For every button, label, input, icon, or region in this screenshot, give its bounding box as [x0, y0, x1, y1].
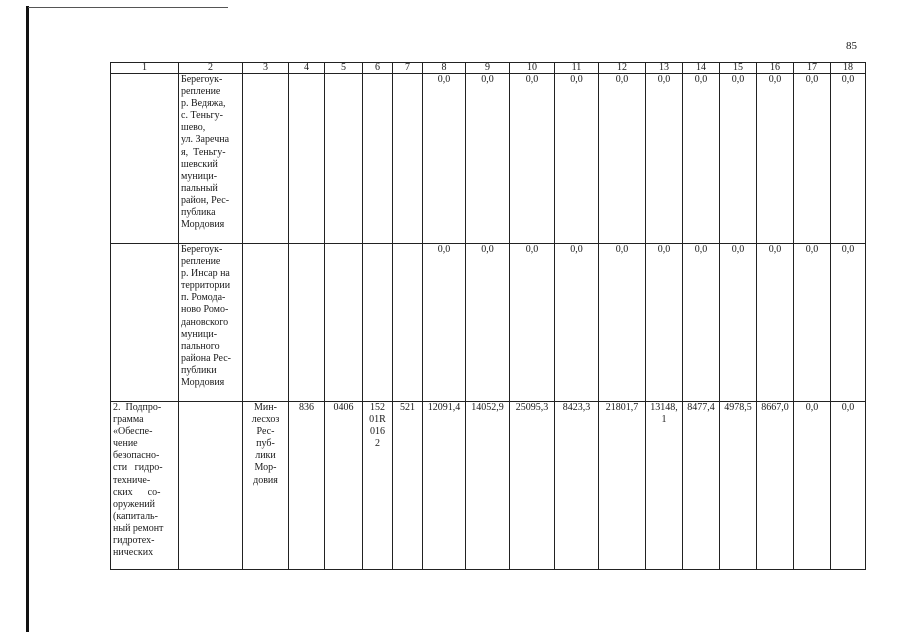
value-cell-col-12: 0,0 [599, 244, 646, 402]
column-number-18: 18 [831, 63, 866, 74]
column-number-12: 12 [599, 63, 646, 74]
column-number-15: 15 [720, 63, 757, 74]
object-name-cell-text: Берегоук- репление р. Инсар на территории п. Ромода- ново Ромо- дановского муници- пального района Рес- публики Мордовия [181, 244, 231, 389]
code-cell-text: 836 [299, 402, 314, 413]
executor-cell [243, 244, 289, 402]
column-number-8: 8 [423, 63, 466, 74]
value-cell-col-12: 0,0 [599, 74, 646, 244]
target-article-cell [363, 402, 393, 570]
column-number-row [111, 63, 866, 74]
column-number-7: 7 [393, 63, 423, 74]
value-cell-col-17: 0,0 [794, 244, 831, 402]
page-edge-bar [26, 6, 29, 632]
value-cell-col-15: 4978,5 [720, 402, 757, 570]
object-name-cell [179, 74, 243, 244]
table-row [111, 74, 866, 244]
value-cell-col-9: 14052,9 [466, 402, 510, 570]
column-number-10: 10 [510, 63, 555, 74]
section-code-cell [325, 244, 363, 402]
value-cell-col-13: 0,0 [646, 244, 683, 402]
target-article-cell [363, 74, 393, 244]
program-name-cell-text: 2. Подпро- грамма «Обеспе- чение безопасно- сти гидро- техниче- ских со- оружений (капиталь- ный ремонт гидротех- нических [113, 402, 164, 559]
executor-cell [243, 74, 289, 244]
value-cell-col-10: 0,0 [510, 74, 555, 244]
value-cell-col-18: 0,0 [831, 244, 866, 402]
table-row [111, 244, 866, 402]
object-name-cell [179, 402, 243, 570]
column-number-17: 17 [794, 63, 831, 74]
column-number-5: 5 [325, 63, 363, 74]
value-cell-col-12: 21801,7 [599, 402, 646, 570]
program-name-cell [111, 244, 179, 402]
value-cell-col-11: 0,0 [555, 244, 599, 402]
value-cell-col-17: 0,0 [794, 74, 831, 244]
value-cell-col-14: 0,0 [683, 244, 720, 402]
table-row [111, 402, 866, 570]
column-number-4: 4 [289, 63, 325, 74]
column-number-3: 3 [243, 63, 289, 74]
code-cell [289, 244, 325, 402]
column-number-14: 14 [683, 63, 720, 74]
executor-cell-text: Мин- лесхоз Рес- пуб- лики Мор- довия [251, 402, 280, 486]
program-name-cell [111, 402, 179, 570]
value-cell-col-18: 0,0 [831, 402, 866, 570]
expense-type-cell [393, 244, 423, 402]
page-number: 85 [846, 40, 857, 52]
executor-cell [243, 402, 289, 570]
value-cell-col-15: 0,0 [720, 74, 757, 244]
value-cell-col-10: 25095,3 [510, 402, 555, 570]
value-cell-col-8: 0,0 [423, 244, 466, 402]
section-code-cell [325, 402, 363, 570]
budget-table [110, 62, 866, 570]
value-cell-col-9: 0,0 [466, 244, 510, 402]
value-cell-col-14: 0,0 [683, 74, 720, 244]
column-number-6: 6 [363, 63, 393, 74]
value-cell-col-17: 0,0 [794, 402, 831, 570]
value-cell-col-18: 0,0 [831, 74, 866, 244]
value-cell-col-8: 0,0 [423, 74, 466, 244]
value-cell-col-11: 0,0 [555, 74, 599, 244]
expense-type-cell [393, 402, 423, 570]
value-cell-col-16: 0,0 [757, 244, 794, 402]
target-article-cell-text: 152 01R 016 2 [369, 402, 386, 450]
expense-type-cell [393, 74, 423, 244]
object-name-cell-text: Берегоук- репление р. Ведяжа, с. Теньгу- шево, ул. Заречна я, Теньгу- шевский муници- пальный район, Рес- публика Мордовия [181, 74, 230, 231]
section-code-cell [325, 74, 363, 244]
column-number-13: 13 [646, 63, 683, 74]
value-cell-col-14: 8477,4 [683, 402, 720, 570]
scan-top-line [28, 7, 228, 8]
target-article-cell [363, 244, 393, 402]
value-cell-col-13: 13148,1 [646, 402, 683, 570]
section-code-cell-text: 0406 [333, 402, 354, 413]
code-cell [289, 74, 325, 244]
column-number-2: 2 [179, 63, 243, 74]
column-number-9: 9 [466, 63, 510, 74]
value-cell-col-10: 0,0 [510, 244, 555, 402]
value-cell-col-9: 0,0 [466, 74, 510, 244]
value-cell-col-16: 8667,0 [757, 402, 794, 570]
object-name-cell [179, 244, 243, 402]
column-number-1: 1 [111, 63, 179, 74]
table-body [111, 74, 866, 570]
column-number-16: 16 [757, 63, 794, 74]
column-number-11: 11 [555, 63, 599, 74]
value-cell-col-8: 12091,4 [423, 402, 466, 570]
expense-type-cell-text: 521 [400, 402, 415, 413]
value-cell-col-13: 0,0 [646, 74, 683, 244]
program-name-cell [111, 74, 179, 244]
value-cell-col-11: 8423,3 [555, 402, 599, 570]
value-cell-col-15: 0,0 [720, 244, 757, 402]
value-cell-col-16: 0,0 [757, 74, 794, 244]
code-cell [289, 402, 325, 570]
